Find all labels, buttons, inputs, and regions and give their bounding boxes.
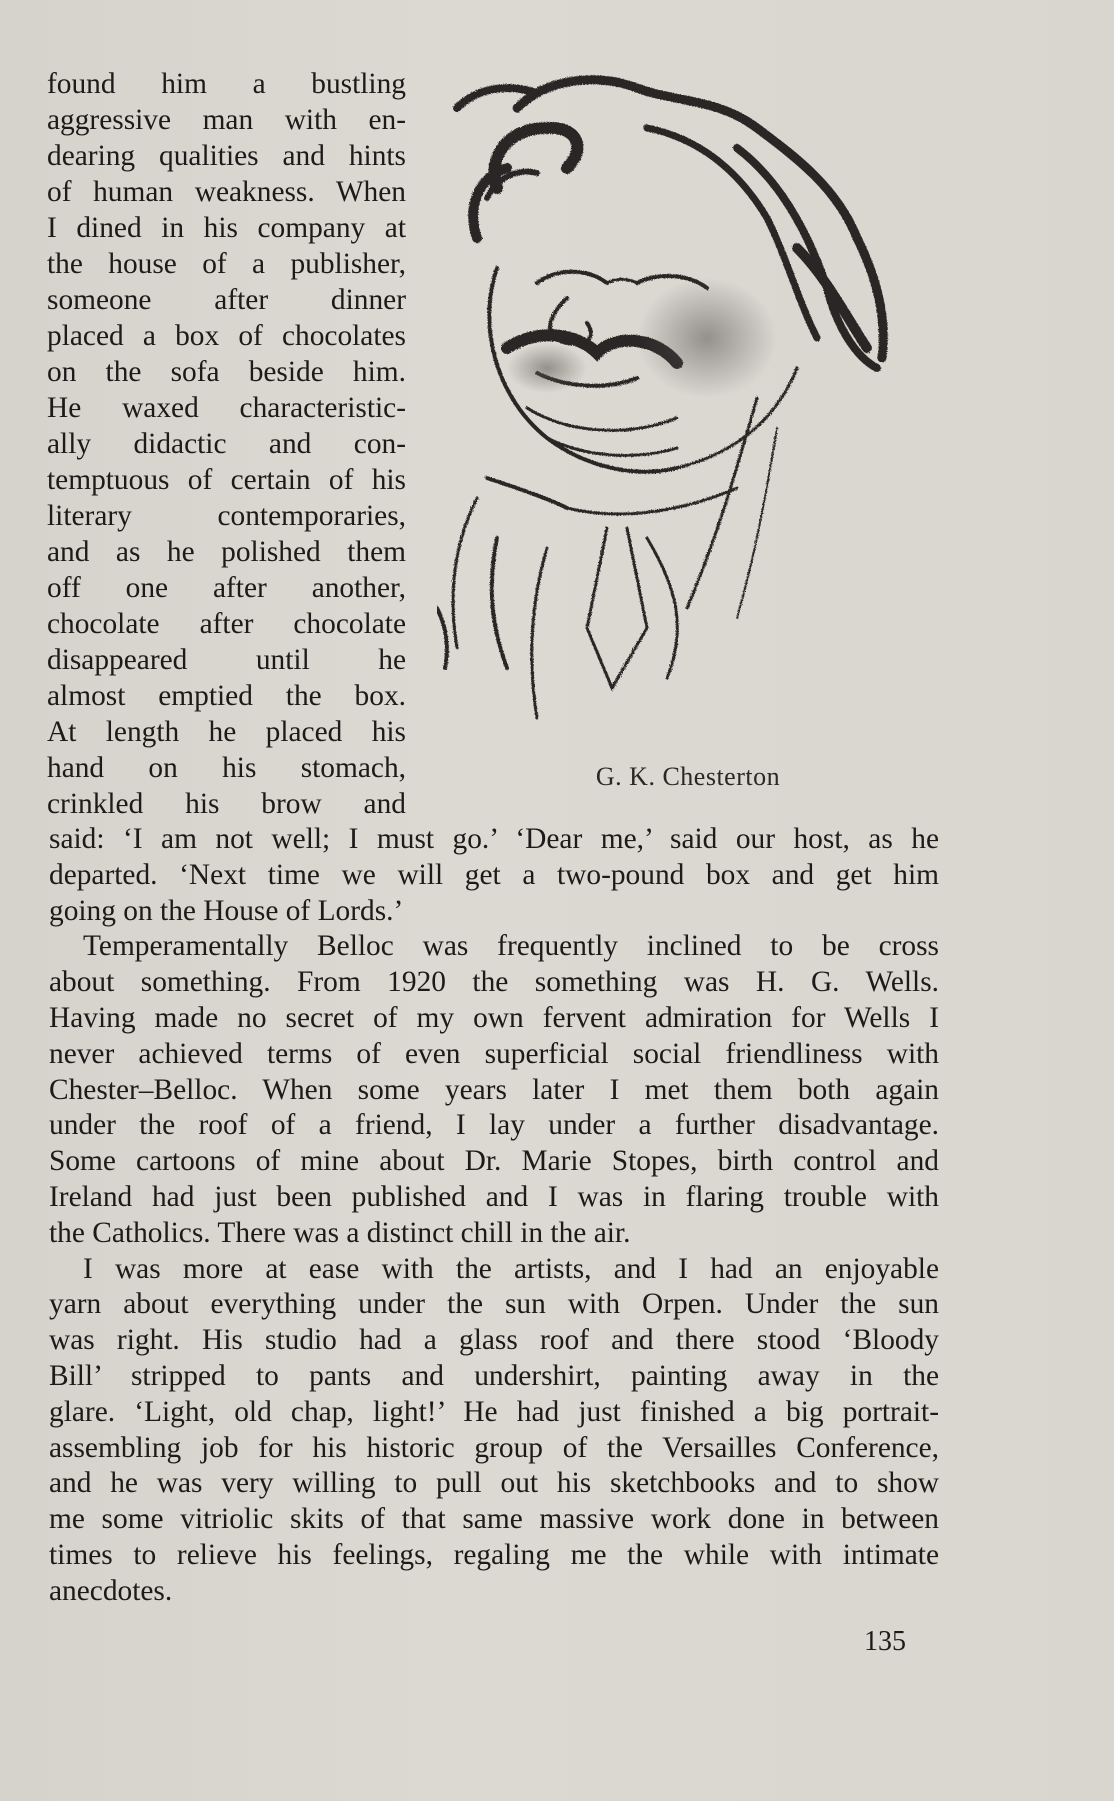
text-line: Some cartoons of mine about Dr. Marie Stopes, birth control and (49, 1145, 939, 1178)
text-line: going on the House of Lords.’ (49, 894, 404, 927)
text-line: off one after another, (47, 572, 406, 604)
text-line: Bill’ stripped to pants and undershirt, painting away in the (49, 1359, 939, 1392)
text-line: ally didactic and con- (47, 428, 406, 460)
figure-caption: G. K. Chesterton (595, 762, 781, 791)
text-line: found him a bustling (47, 68, 406, 100)
text-line: crinkled his brow and (47, 788, 406, 820)
text-line: and he was very willing to pull out his sketchbooks and to show (49, 1467, 939, 1500)
text-line: yarn about everything under the sun with Orpen. Under the sun (49, 1288, 939, 1321)
page-number: 135 (864, 1626, 906, 1657)
cheek-shading (507, 343, 587, 393)
text-line: I was more at ease with the artists, and I had an enjoyable (83, 1252, 939, 1285)
text-line: dearing qualities and hints (47, 140, 406, 172)
wrapped-text-column (47, 66, 406, 822)
text-line: anecdotes. (49, 1574, 173, 1607)
text-line: of human weakness. When (47, 176, 406, 208)
text-line: and as he polished them (47, 536, 406, 568)
text-line: literary contemporaries, (47, 500, 406, 532)
text-line: hand on his stomach, (47, 752, 406, 784)
paragraph (49, 1252, 939, 1610)
paragraph (49, 822, 939, 929)
text-line: chocolate after chocolate (47, 608, 406, 640)
text-line: departed. ‘Next time we will get a two-pound box and get him (49, 858, 939, 891)
caricature-illustration (437, 68, 957, 768)
text-line: times to relieve his feelings, regaling me the while with intimate (49, 1538, 939, 1571)
text-line: I dined in his company at (47, 212, 406, 244)
text-line: under the roof of a friend, I lay under a further disadvantage. (49, 1109, 939, 1142)
text-line: was right. His studio had a glass roof and there stood ‘Bloody (49, 1324, 939, 1357)
text-line: Chester–Belloc. When some years later I met them both again (49, 1073, 939, 1106)
text-line: At length he placed his (47, 716, 406, 748)
text-line: almost emptied the box. (47, 680, 406, 712)
text-line: never achieved terms of even superficial social friendliness with (49, 1037, 939, 1070)
text-line: aggressive man with en- (47, 104, 406, 136)
cheek-shading (637, 278, 777, 398)
text-line: Having made no secret of my own fervent admiration for Wells I (49, 1001, 939, 1034)
text-line: glare. ‘Light, old chap, light!’ He had just finished a big portrait- (49, 1395, 939, 1428)
text-line: me some vitriolic skits of that same massive work done in between (49, 1503, 939, 1536)
text-line: temptuous of certain of his (47, 464, 406, 496)
text-line: He waxed characteristic- (47, 392, 406, 424)
paragraph (49, 929, 939, 1251)
text-line: the house of a publisher, (47, 248, 406, 280)
text-line: someone after dinner (47, 284, 406, 316)
text-line: Ireland had just been published and I was in flaring trouble with (49, 1180, 939, 1213)
text-line: on the sofa beside him. (47, 356, 406, 388)
text-line: the Catholics. There was a distinct chill in the air. (49, 1216, 631, 1249)
text-line: about something. From 1920 the something was H. G. Wells. (49, 966, 939, 999)
text-line: placed a box of chocolates (47, 320, 406, 352)
text-line: said: ‘I am not well; I must go.’ ‘Dear me,’ said our host, as he (49, 823, 939, 855)
text-line: disappeared until he (47, 644, 406, 676)
chesterton-caricature-drawing (437, 68, 957, 768)
text-line: Temperamentally Belloc was frequently inclined to be cross (83, 930, 939, 963)
text-line: assembling job for his historic group of the Versailles Conference, (49, 1431, 939, 1464)
body-text (49, 822, 939, 1610)
